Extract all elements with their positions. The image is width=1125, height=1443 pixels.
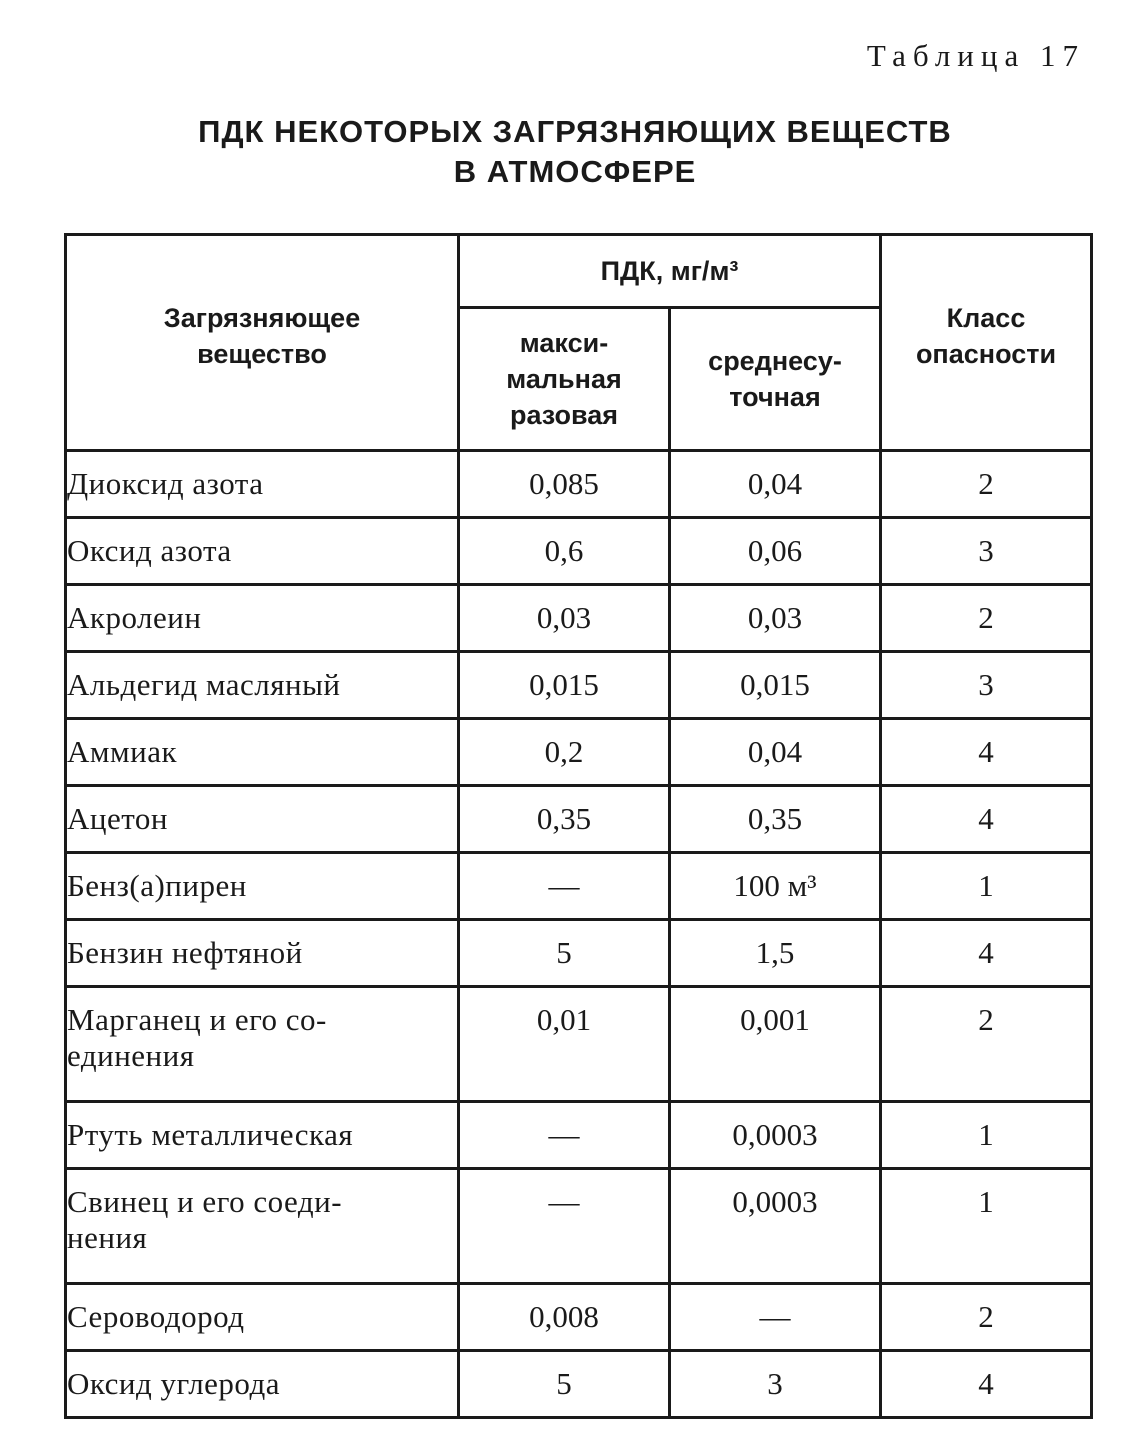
substance-line: Альдегид масляный bbox=[67, 667, 341, 702]
substance-cell bbox=[66, 585, 459, 652]
substance-line: Бензин нефтяной bbox=[67, 935, 303, 970]
substance-line: Акролеин bbox=[67, 600, 202, 635]
avg-daily-cell: 0,0003 bbox=[670, 1102, 881, 1169]
substance-line: Оксид азота bbox=[67, 533, 232, 568]
table-row bbox=[66, 518, 1092, 585]
table-header bbox=[66, 235, 1092, 451]
substance-line: единения bbox=[67, 1038, 195, 1073]
substance-cell bbox=[66, 1169, 459, 1284]
substance-line: Оксид углерода bbox=[67, 1366, 281, 1401]
hazard-class-cell: 3 bbox=[881, 652, 1092, 719]
table-row bbox=[66, 652, 1092, 719]
table-row bbox=[66, 1169, 1092, 1284]
substance-line: Аммиак bbox=[67, 734, 178, 769]
avg-daily-cell: 0,04 bbox=[670, 719, 881, 786]
avg-daily-cell: 3 bbox=[670, 1351, 881, 1418]
substance-line: Сероводород bbox=[67, 1299, 245, 1334]
hazard-class-cell: 2 bbox=[881, 987, 1092, 1102]
table-row bbox=[66, 1102, 1092, 1169]
max-single-cell: — bbox=[459, 1102, 670, 1169]
header-avg-daily bbox=[670, 308, 881, 451]
substance-cell bbox=[66, 518, 459, 585]
hazard-class-cell: 1 bbox=[881, 1102, 1092, 1169]
max-single-cell: 0,35 bbox=[459, 786, 670, 853]
hazard-class-cell: 4 bbox=[881, 920, 1092, 987]
substance-cell bbox=[66, 719, 459, 786]
title-line-2: В АТМОСФЕРЕ bbox=[453, 154, 697, 189]
substance-line: Бенз(а)пирен bbox=[67, 868, 247, 903]
substance-cell bbox=[66, 1102, 459, 1169]
hazard-class-cell: 4 bbox=[881, 1351, 1092, 1418]
hazard-class-cell: 2 bbox=[881, 585, 1092, 652]
table-row bbox=[66, 451, 1092, 518]
substance-cell bbox=[66, 451, 459, 518]
table-row bbox=[66, 1284, 1092, 1351]
max-single-cell: 0,6 bbox=[459, 518, 670, 585]
avg-daily-cell: 0,35 bbox=[670, 786, 881, 853]
header-max-single bbox=[459, 308, 670, 451]
header-avg-daily-line: точная bbox=[729, 382, 821, 412]
hazard-class-cell: 1 bbox=[881, 1169, 1092, 1284]
header-avg-daily-line: среднесу- bbox=[708, 346, 842, 376]
avg-daily-cell: 0,015 bbox=[670, 652, 881, 719]
max-single-cell: 0,01 bbox=[459, 987, 670, 1102]
header-pdk-group: ПДК, мг/м³ bbox=[459, 235, 881, 308]
avg-daily-cell: 1,5 bbox=[670, 920, 881, 987]
substance-line: Ртуть металлическая bbox=[67, 1117, 354, 1152]
substance-line: Диоксид азота bbox=[67, 466, 264, 501]
substance-cell bbox=[66, 920, 459, 987]
avg-daily-cell: — bbox=[670, 1284, 881, 1351]
header-max-single-line: мальная bbox=[506, 364, 622, 394]
table-row bbox=[66, 585, 1092, 652]
table-row bbox=[66, 853, 1092, 920]
avg-daily-cell: 0,06 bbox=[670, 518, 881, 585]
max-single-cell: 5 bbox=[459, 1351, 670, 1418]
substance-cell bbox=[66, 987, 459, 1102]
avg-daily-cell: 0,03 bbox=[670, 585, 881, 652]
table-number: Таблица 17 bbox=[866, 38, 1085, 73]
header-substance-line: вещество bbox=[197, 338, 327, 369]
table-row bbox=[66, 786, 1092, 853]
table-row bbox=[66, 1351, 1092, 1418]
table-row bbox=[66, 719, 1092, 786]
title-line-1: ПДК НЕКОТОРЫХ ЗАГРЯЗНЯЮЩИХ ВЕЩЕСТВ bbox=[198, 114, 952, 149]
max-single-cell: 0,03 bbox=[459, 585, 670, 652]
substance-line: Марганец и его со- bbox=[67, 1002, 327, 1037]
header-hazard-class bbox=[881, 235, 1092, 451]
avg-daily-cell: 0,0003 bbox=[670, 1169, 881, 1284]
hazard-class-cell: 2 bbox=[881, 1284, 1092, 1351]
hazard-class-cell: 2 bbox=[881, 451, 1092, 518]
hazard-class-cell: 4 bbox=[881, 719, 1092, 786]
header-hazard-class-line: Класс bbox=[946, 302, 1026, 333]
avg-daily-cell: 100 м³ bbox=[670, 853, 881, 920]
table-row bbox=[66, 987, 1092, 1102]
hazard-class-cell: 1 bbox=[881, 853, 1092, 920]
substance-cell bbox=[66, 1284, 459, 1351]
table-body bbox=[66, 451, 1092, 1418]
header-max-single-line: макси- bbox=[519, 328, 609, 358]
hazard-class-cell: 3 bbox=[881, 518, 1092, 585]
hazard-class-cell: 4 bbox=[881, 786, 1092, 853]
max-single-cell: 5 bbox=[459, 920, 670, 987]
substance-cell bbox=[66, 652, 459, 719]
substance-cell bbox=[66, 786, 459, 853]
substance-line: Ацетон bbox=[67, 801, 168, 836]
max-single-cell: — bbox=[459, 1169, 670, 1284]
avg-daily-cell: 0,04 bbox=[670, 451, 881, 518]
max-single-cell: 0,008 bbox=[459, 1284, 670, 1351]
substance-cell bbox=[66, 1351, 459, 1418]
header-substance-line: Загрязняющее bbox=[163, 302, 361, 333]
table-row bbox=[66, 920, 1092, 987]
avg-daily-cell: 0,001 bbox=[670, 987, 881, 1102]
substance-cell bbox=[66, 853, 459, 920]
substance-line: Свинец и его соеди- bbox=[67, 1184, 343, 1219]
header-substance bbox=[66, 235, 459, 451]
header-hazard-class-line: опасности bbox=[915, 338, 1057, 369]
max-single-cell: 0,015 bbox=[459, 652, 670, 719]
substance-line: нения bbox=[67, 1220, 148, 1255]
max-single-cell: 0,2 bbox=[459, 719, 670, 786]
max-single-cell: 0,085 bbox=[459, 451, 670, 518]
table-title bbox=[0, 112, 1125, 192]
header-max-single-line: разовая bbox=[509, 400, 619, 430]
max-single-cell: — bbox=[459, 853, 670, 920]
pdk-table bbox=[64, 233, 1093, 1419]
